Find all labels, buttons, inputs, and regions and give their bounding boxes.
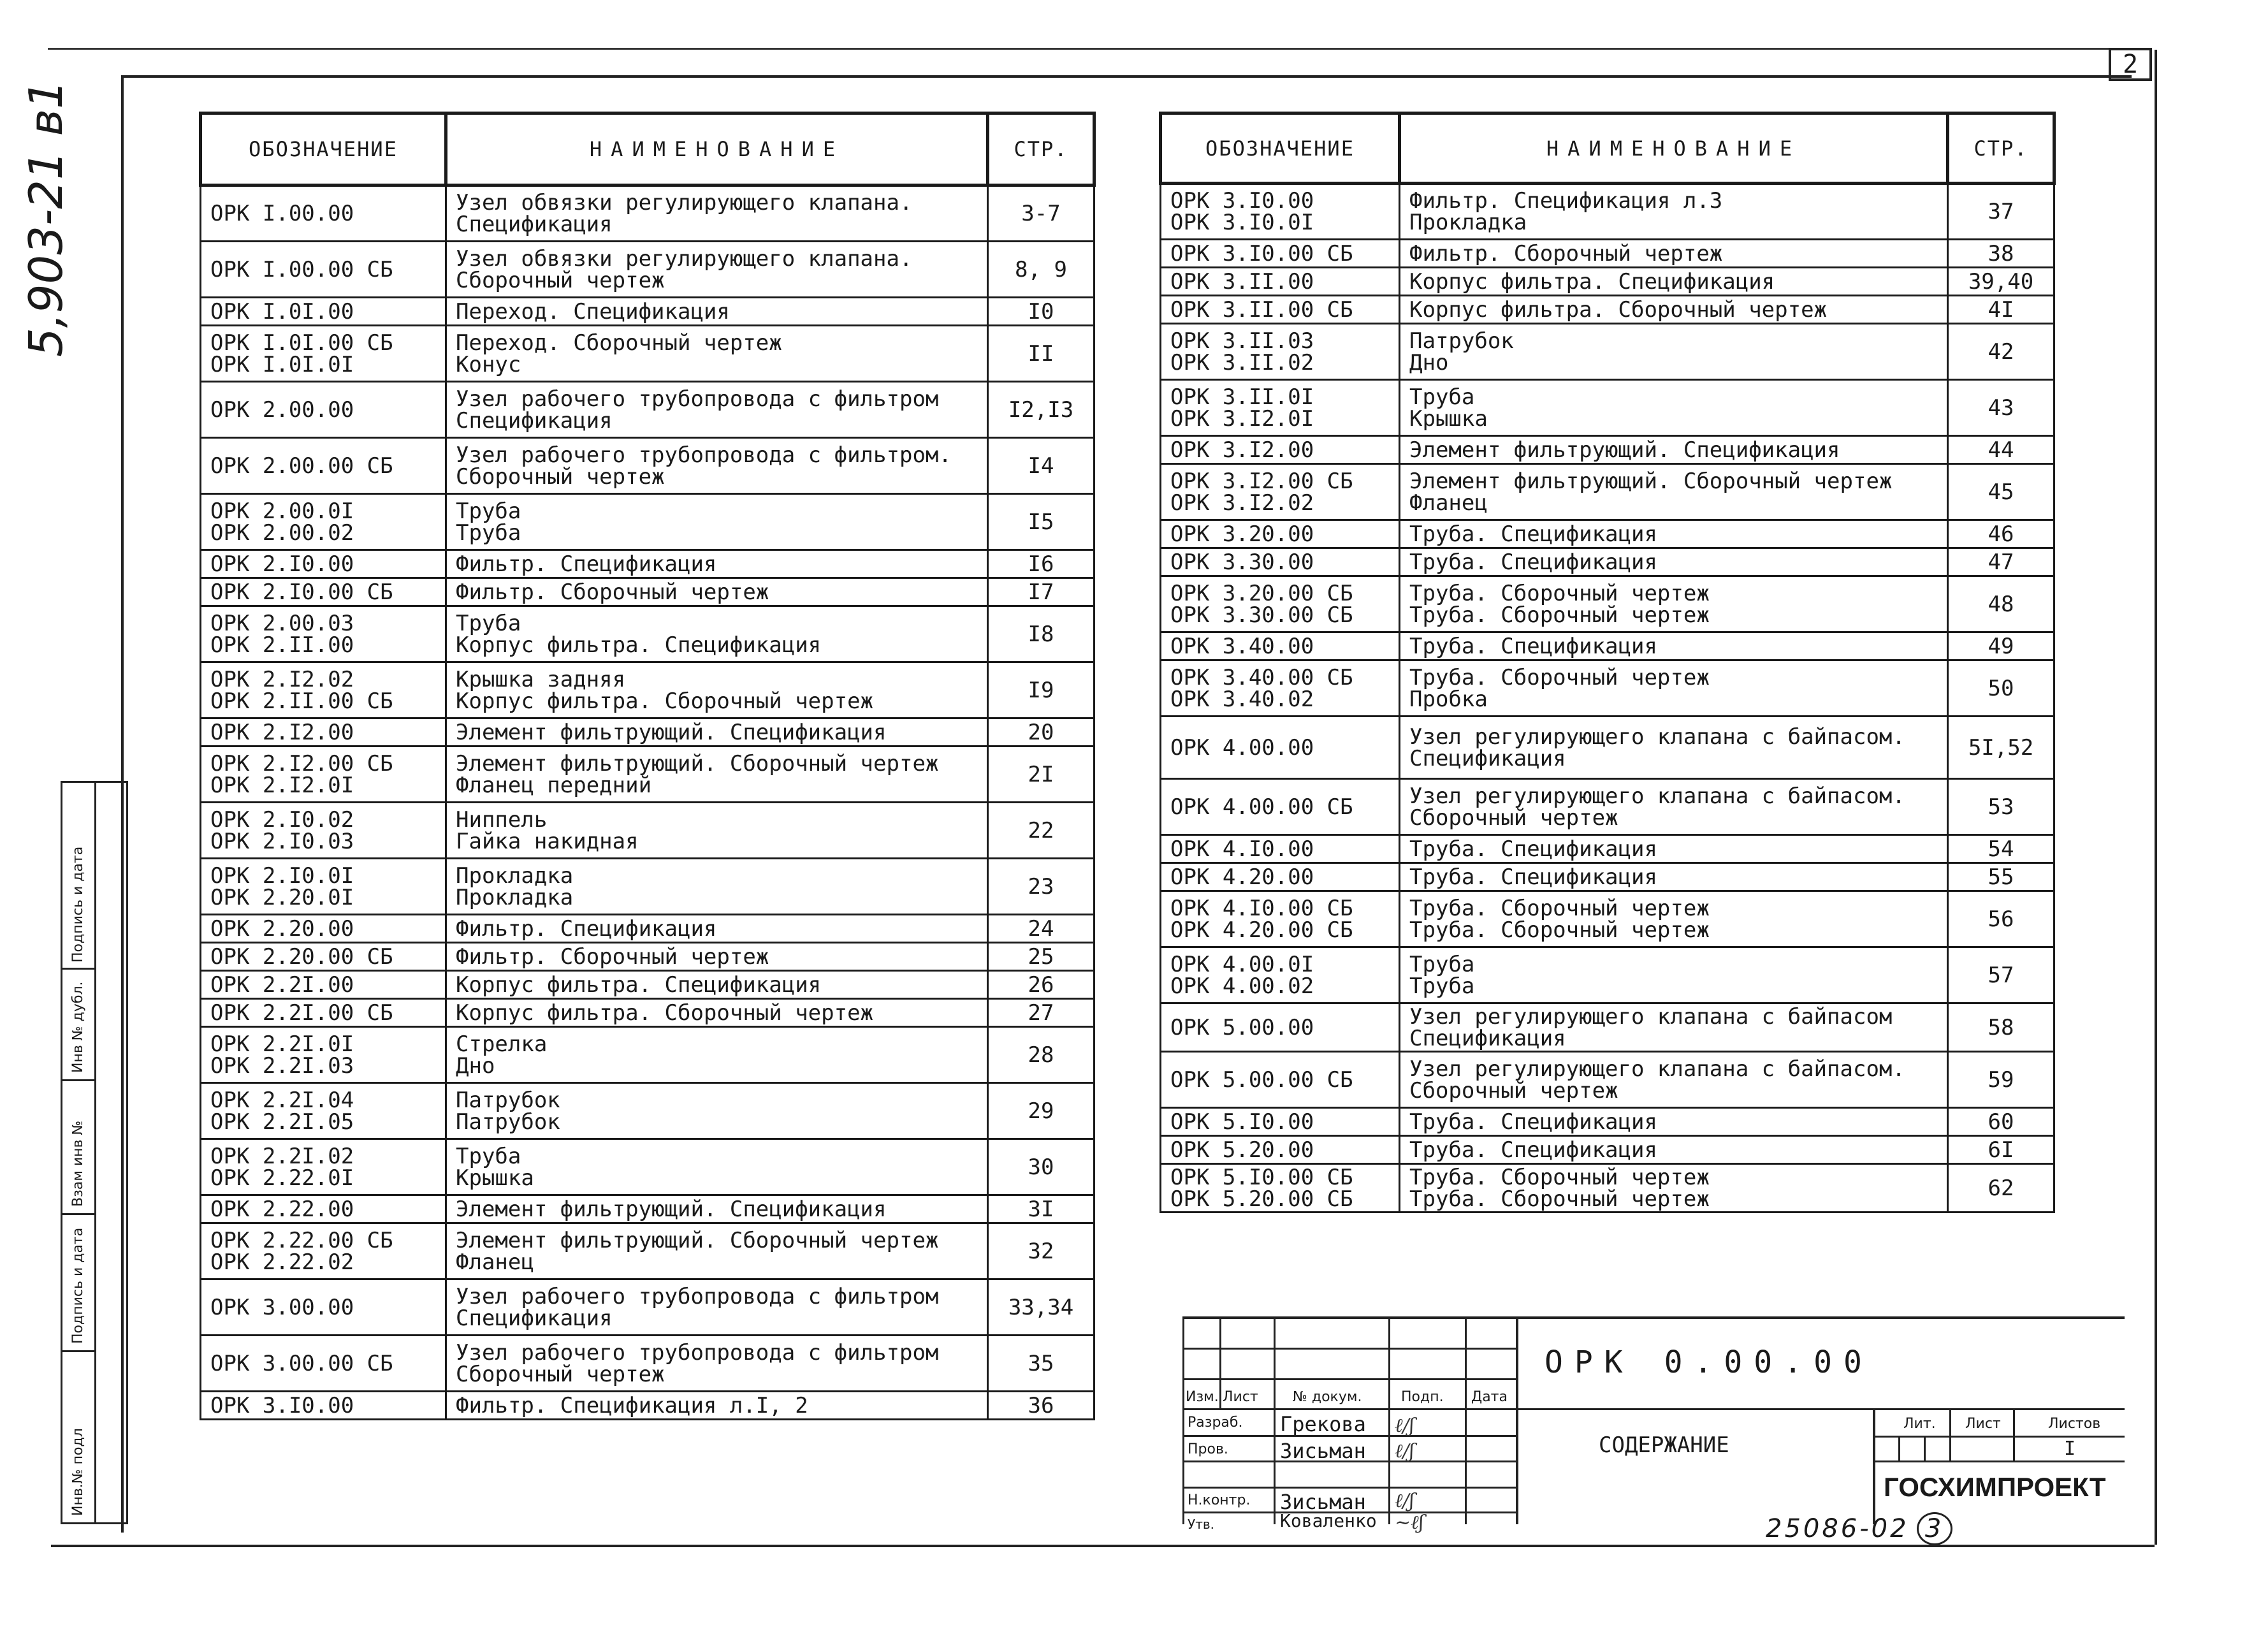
table-row xyxy=(1161,632,2054,660)
table-row xyxy=(1161,1164,2054,1213)
name-cell: Труба Труба xyxy=(1400,947,1948,1003)
designation-cell: ОРК 2.22.00 СБ ОРК 2.22.02 xyxy=(201,1223,446,1279)
table-row xyxy=(201,438,1094,494)
table-row xyxy=(201,999,1094,1027)
table-row xyxy=(201,1139,1094,1195)
page-cell: I8 xyxy=(988,606,1094,662)
table-row xyxy=(1161,548,2054,576)
role-label: Утв. xyxy=(1188,1517,1214,1532)
table-row xyxy=(201,1195,1094,1223)
page-cell: 43 xyxy=(1948,380,2054,436)
page-cell: 42 xyxy=(1948,324,2054,380)
col-date: Дата xyxy=(1471,1389,1508,1405)
right-rule xyxy=(2155,50,2157,1545)
page-cell: I4 xyxy=(988,438,1094,494)
sheet-number: 2 xyxy=(2109,48,2152,81)
name-cell: Узел рабочего трубопровода с фильтром Сборочный чертеж xyxy=(446,1336,988,1392)
name-cell: Труба. Сборочный чертеж Труба. Сборочный чертеж xyxy=(1400,891,1948,947)
name-cell: Элемент фильтрующий. Сборочный чертеж Фланец xyxy=(1400,464,1948,520)
designation-cell: ОРК 5.20.00 xyxy=(1161,1136,1400,1164)
table-row xyxy=(201,1279,1094,1336)
designation-cell: ОРК 4.20.00 xyxy=(1161,863,1400,891)
name-cell: Труба. Спецификация xyxy=(1400,835,1948,863)
designation-header: ОБОЗНАЧЕНИЕ xyxy=(1161,113,1400,184)
designation-cell: ОРК 2.2I.04 ОРК 2.2I.05 xyxy=(201,1083,446,1139)
table-row xyxy=(1161,947,2054,1003)
designation-cell: ОРК 5.I0.00 xyxy=(1161,1108,1400,1136)
table-row xyxy=(201,747,1094,803)
designation-cell: ОРК 3.00.00 xyxy=(201,1279,446,1336)
name-cell: Фильтр. Спецификация л.I, 2 xyxy=(446,1392,988,1420)
page-cell: 27 xyxy=(988,999,1094,1027)
name-cell: Узел регулирующего клапана с байпасом. Спецификация xyxy=(1400,717,1948,779)
name-cell: Узел обвязки регулирующего клапана. Сборочный чертеж xyxy=(446,242,988,298)
page-cell: 55 xyxy=(1948,863,2054,891)
name-cell: Корпус фильтра. Сборочный чертеж xyxy=(446,999,988,1027)
col-list: Лист xyxy=(1223,1389,1258,1405)
name-cell: Труба. Спецификация xyxy=(1400,520,1948,548)
designation-cell: ОРК 2.2I.00 xyxy=(201,971,446,999)
table-row xyxy=(1161,324,2054,380)
name-cell: Узел рабочего трубопровода с фильтром Спецификация xyxy=(446,382,988,438)
name-header: НАИМЕНОВАНИЕ xyxy=(1400,113,1948,184)
table-row xyxy=(201,578,1094,606)
designation-cell: ОРК 4.I0.00 xyxy=(1161,835,1400,863)
page-cell: I6 xyxy=(988,550,1094,578)
stage-sheets-label: Листов xyxy=(2048,1416,2101,1432)
page-cell: 50 xyxy=(1948,660,2054,717)
page-cell: 62 xyxy=(1948,1164,2054,1213)
designation-cell: ОРК 2.2I.00 СБ xyxy=(201,999,446,1027)
designation-cell: ОРК 3.30.00 xyxy=(1161,548,1400,576)
person-name: Коваленко xyxy=(1280,1510,1377,1531)
page-cell: 37 xyxy=(1948,184,2054,240)
designation-cell: ОРК 3.II.03 ОРК 3.II.02 xyxy=(1161,324,1400,380)
name-cell: Узел регулирующего клапана с байпасом. Сборочный чертеж xyxy=(1400,1052,1948,1108)
page-cell: 53 xyxy=(1948,779,2054,835)
name-cell: Труба Труба xyxy=(446,494,988,550)
document-title: СОДЕРЖАНИЕ xyxy=(1599,1432,1729,1458)
designation-cell: ОРК 2.2I.0I ОРК 2.2I.03 xyxy=(201,1027,446,1083)
designation-cell: ОРК 4.00.0I ОРК 4.00.02 xyxy=(1161,947,1400,1003)
designation-cell: ОРК 4.I0.00 СБ ОРК 4.20.00 СБ xyxy=(1161,891,1400,947)
page-cell: 45 xyxy=(1948,464,2054,520)
name-cell: Узел рабочего трубопровода с фильтром Спецификация xyxy=(446,1279,988,1336)
page-cell: 33,34 xyxy=(988,1279,1094,1336)
page-cell: 4I xyxy=(1948,296,2054,324)
page-cell: 32 xyxy=(988,1223,1094,1279)
table-row xyxy=(201,859,1094,915)
table-row xyxy=(1161,296,2054,324)
page-header: СТР. xyxy=(1948,113,2054,184)
name-cell: Элемент фильтрующий. Спецификация xyxy=(446,718,988,747)
archive-sheet: 3 xyxy=(1917,1512,1952,1545)
col-doc-no: № докум. xyxy=(1293,1389,1362,1405)
name-cell: Труба Крышка xyxy=(446,1139,988,1195)
designation-cell: ОРК 3.II.00 xyxy=(1161,268,1400,296)
designation-cell: ОРК 3.I0.00 xyxy=(201,1392,446,1420)
page-cell: 26 xyxy=(988,971,1094,999)
table-row xyxy=(201,1223,1094,1279)
table-row xyxy=(201,298,1094,326)
table-row xyxy=(1161,184,2054,240)
name-cell: Переход. Спецификация xyxy=(446,298,988,326)
designation-cell: ОРК I.00.00 СБ xyxy=(201,242,446,298)
name-cell: Труба. Спецификация xyxy=(1400,1108,1948,1136)
table-row xyxy=(1161,436,2054,464)
designation-cell: ОРК 2.22.00 xyxy=(201,1195,446,1223)
page-cell: 25 xyxy=(988,943,1094,971)
table-row xyxy=(201,971,1094,999)
table-row xyxy=(1161,660,2054,717)
page-cell: 3-7 xyxy=(988,186,1094,242)
table-row xyxy=(201,943,1094,971)
page-cell: 54 xyxy=(1948,835,2054,863)
designation-cell: ОРК 3.40.00 xyxy=(1161,632,1400,660)
page-cell: 39,40 xyxy=(1948,268,2054,296)
table-row xyxy=(201,606,1094,662)
name-cell: Фильтр. Сборочный чертеж xyxy=(446,578,988,606)
name-cell: Труба. Сборочный чертеж Труба. Сборочный чертеж xyxy=(1400,1164,1948,1213)
page-cell: II xyxy=(988,326,1094,382)
name-cell: Фильтр. Сборочный чертеж xyxy=(446,943,988,971)
table-row xyxy=(1161,1052,2054,1108)
designation-cell: ОРК 3.00.00 СБ xyxy=(201,1336,446,1392)
table-row xyxy=(201,494,1094,550)
table-row xyxy=(201,326,1094,382)
vertical-doc-code: 5,903-21 в1 xyxy=(19,80,73,357)
table-row xyxy=(201,803,1094,859)
page-cell: 28 xyxy=(988,1027,1094,1083)
page-cell: 5I,52 xyxy=(1948,717,2054,779)
designation-cell: ОРК 3.II.00 СБ xyxy=(1161,296,1400,324)
role-label: Пров. xyxy=(1188,1441,1228,1457)
contents-table-right xyxy=(1159,112,2056,1213)
page-cell: 24 xyxy=(988,915,1094,943)
top-rule xyxy=(48,48,2151,50)
name-cell: Узел обвязки регулирующего клапана. Спецификация xyxy=(446,186,988,242)
designation-cell: ОРК 5.00.00 СБ xyxy=(1161,1052,1400,1108)
page-cell: 58 xyxy=(1948,1003,2054,1052)
page-cell: 20 xyxy=(988,718,1094,747)
side-stamp-cell-line xyxy=(62,1350,94,1352)
table-row xyxy=(201,550,1094,578)
name-cell: Элемент фильтрующий. Спецификация xyxy=(1400,436,1948,464)
name-cell: Корпус фильтра. Спецификация xyxy=(1400,268,1948,296)
table-row xyxy=(1161,835,2054,863)
side-stamp-label: Подпись и дата xyxy=(70,1227,86,1344)
designation-cell: ОРК 5.00.00 xyxy=(1161,1003,1400,1052)
designation-cell: ОРК 3.I2.00 СБ ОРК 3.I2.02 xyxy=(1161,464,1400,520)
page-cell: 56 xyxy=(1948,891,2054,947)
designation-cell: ОРК 2.2I.02 ОРК 2.22.0I xyxy=(201,1139,446,1195)
designation-cell: ОРК 2.20.00 xyxy=(201,915,446,943)
name-cell: Стрелка Дно xyxy=(446,1027,988,1083)
page-cell: 35 xyxy=(988,1336,1094,1392)
designation-cell: ОРК 3.I2.00 xyxy=(1161,436,1400,464)
table-row xyxy=(1161,717,2054,779)
designation-cell: ОРК 3.I0.00 СБ xyxy=(1161,240,1400,268)
table-header-row xyxy=(1161,113,2054,184)
doc-code: ОРК 0.00.00 xyxy=(1545,1344,1873,1380)
side-stamp-label: Подпись и дата xyxy=(70,846,86,963)
designation-cell: ОРК 2.20.00 СБ xyxy=(201,943,446,971)
table-row xyxy=(201,1027,1094,1083)
table-row xyxy=(1161,863,2054,891)
signature: ℓ/ʃ xyxy=(1395,1415,1414,1437)
name-cell: Труба. Сборочный чертеж Труба. Сборочный чертеж xyxy=(1400,576,1948,632)
designation-cell: ОРК 3.40.00 СБ ОРК 3.40.02 xyxy=(1161,660,1400,717)
page-cell: 30 xyxy=(988,1139,1094,1195)
table-row xyxy=(1161,891,2054,947)
name-cell: Узел регулирующего клапана с байпасом. Сборочный чертеж xyxy=(1400,779,1948,835)
col-sign: Подп. xyxy=(1401,1389,1444,1405)
side-stamp xyxy=(61,781,128,1524)
name-cell: Фильтр. Спецификация xyxy=(446,915,988,943)
name-cell: Крышка задняя Корпус фильтра. Сборочный чертеж xyxy=(446,662,988,718)
archive-number-text: 25086-02 xyxy=(1766,1514,1909,1543)
name-cell: Труба. Сборочный чертеж Пробка xyxy=(1400,660,1948,717)
stage-sheet-label: Лист xyxy=(1965,1416,2001,1432)
name-cell: Труба Корпус фильтра. Спецификация xyxy=(446,606,988,662)
page-cell: 49 xyxy=(1948,632,2054,660)
table-row xyxy=(1161,1136,2054,1164)
page-cell: 23 xyxy=(988,859,1094,915)
table-row xyxy=(201,718,1094,747)
side-stamp-label: Инв.№ подл xyxy=(70,1428,86,1516)
name-cell: Корпус фильтра. Спецификация xyxy=(446,971,988,999)
page-cell: 46 xyxy=(1948,520,2054,548)
designation-cell: ОРК 2.I0.02 ОРК 2.I0.03 xyxy=(201,803,446,859)
page-cell: I2,I3 xyxy=(988,382,1094,438)
side-stamp-cell-line xyxy=(62,968,94,970)
table-row xyxy=(1161,380,2054,436)
designation-cell: ОРК 2.00.03 ОРК 2.II.00 xyxy=(201,606,446,662)
designation-cell: ОРК 2.I0.0I ОРК 2.20.0I xyxy=(201,859,446,915)
table-row xyxy=(201,915,1094,943)
name-cell: Элемент фильтрующий. Спецификация xyxy=(446,1195,988,1223)
signature: ~ℓʃ xyxy=(1395,1512,1424,1534)
page-cell: 29 xyxy=(988,1083,1094,1139)
table-header-row xyxy=(201,113,1094,186)
page-cell: 38 xyxy=(1948,240,2054,268)
table-row xyxy=(1161,240,2054,268)
side-stamp-label: Взам инв № xyxy=(70,1120,86,1207)
page-cell: 36 xyxy=(988,1392,1094,1420)
table-row xyxy=(201,186,1094,242)
page-cell: 57 xyxy=(1948,947,2054,1003)
name-cell: Ниппель Гайка накидная xyxy=(446,803,988,859)
page-cell: I5 xyxy=(988,494,1094,550)
name-cell: Элемент фильтрующий. Сборочный чертеж Фланец передний xyxy=(446,747,988,803)
page-cell: 8, 9 xyxy=(988,242,1094,298)
designation-cell: ОРК 3.20.00 СБ ОРК 3.30.00 СБ xyxy=(1161,576,1400,632)
table-row xyxy=(201,382,1094,438)
col-izm: Изм. xyxy=(1186,1389,1219,1405)
page-cell: 44 xyxy=(1948,436,2054,464)
designation-cell: ОРК 3.II.0I ОРК 3.I2.0I xyxy=(1161,380,1400,436)
page-cell: 47 xyxy=(1948,548,2054,576)
stage-lit-label: Лит. xyxy=(1903,1416,1936,1432)
name-cell: Фильтр. Спецификация xyxy=(446,550,988,578)
table-row xyxy=(201,662,1094,718)
page-cell: 6I xyxy=(1948,1136,2054,1164)
table-row xyxy=(201,1083,1094,1139)
designation-cell: ОРК 3.20.00 xyxy=(1161,520,1400,548)
table-row xyxy=(1161,576,2054,632)
page-cell: 22 xyxy=(988,803,1094,859)
contents-table-left xyxy=(199,112,1096,1420)
person-name: Зисьман xyxy=(1280,1439,1366,1463)
name-cell: Труба. Спецификация xyxy=(1400,863,1948,891)
side-stamp-cell-line xyxy=(62,1213,94,1215)
signature: ℓ/ʃ xyxy=(1395,1440,1414,1462)
designation-cell: ОРК 2.I2.00 xyxy=(201,718,446,747)
designation-cell: ОРК 2.00.00 СБ xyxy=(201,438,446,494)
name-cell: Труба. Спецификация xyxy=(1400,1136,1948,1164)
table-row xyxy=(1161,268,2054,296)
side-stamp-cell-line xyxy=(62,1079,94,1081)
name-cell: Фильтр. Спецификация л.3 Прокладка xyxy=(1400,184,1948,240)
table-row xyxy=(201,1392,1094,1420)
designation-cell: ОРК I.0I.00 СБ ОРК I.0I.0I xyxy=(201,326,446,382)
page-header: СТР. xyxy=(988,113,1094,186)
archive-number xyxy=(1766,1512,1952,1545)
designation-cell: ОРК 2.I0.00 СБ xyxy=(201,578,446,606)
name-cell: Переход. Сборочный чертеж Конус xyxy=(446,326,988,382)
page-cell: I9 xyxy=(988,662,1094,718)
designation-cell: ОРК 4.00.00 СБ xyxy=(1161,779,1400,835)
name-cell: Труба Крышка xyxy=(1400,380,1948,436)
name-cell: Прокладка Прокладка xyxy=(446,859,988,915)
designation-cell: ОРК 5.I0.00 СБ ОРК 5.20.00 СБ xyxy=(1161,1164,1400,1213)
page-cell: 60 xyxy=(1948,1108,2054,1136)
designation-cell: ОРК 2.00.0I ОРК 2.00.02 xyxy=(201,494,446,550)
designation-cell: ОРК 2.00.00 xyxy=(201,382,446,438)
role-label: Разраб. xyxy=(1188,1415,1243,1431)
designation-cell: ОРК 2.I0.00 xyxy=(201,550,446,578)
page-cell: 59 xyxy=(1948,1052,2054,1108)
side-stamp-label: Инв № дубл. xyxy=(70,981,86,1073)
page-cell: 48 xyxy=(1948,576,2054,632)
name-cell: Узел регулирующего клапана с байпасом Спецификация xyxy=(1400,1003,1948,1052)
page-cell: 2I xyxy=(988,747,1094,803)
designation-cell: ОРК 2.I2.02 ОРК 2.II.00 СБ xyxy=(201,662,446,718)
sheets-total: I xyxy=(2064,1438,2076,1460)
name-header: НАИМЕНОВАНИЕ xyxy=(446,113,988,186)
page-cell: I0 xyxy=(988,298,1094,326)
name-cell: Элемент фильтрующий. Сборочный чертеж Фланец xyxy=(446,1223,988,1279)
name-cell: Патрубок Дно xyxy=(1400,324,1948,380)
designation-cell: ОРК 2.I2.00 СБ ОРК 2.I2.0I xyxy=(201,747,446,803)
table-row xyxy=(1161,1003,2054,1052)
table-row xyxy=(1161,520,2054,548)
name-cell: Труба. Спецификация xyxy=(1400,632,1948,660)
role-label: Н.контр. xyxy=(1188,1492,1251,1508)
name-cell: Труба. Спецификация xyxy=(1400,548,1948,576)
name-cell: Узел рабочего трубопровода с фильтром. Сборочный чертеж xyxy=(446,438,988,494)
table-row xyxy=(1161,779,2054,835)
designation-cell: ОРК I.00.00 xyxy=(201,186,446,242)
organization-name: ГОСХИМПРОЕКТ xyxy=(1884,1472,2106,1502)
name-cell: Фильтр. Сборочный чертеж xyxy=(1400,240,1948,268)
designation-header: ОБОЗНАЧЕНИЕ xyxy=(201,113,446,186)
table-row xyxy=(1161,1108,2054,1136)
name-cell: Патрубок Патрубок xyxy=(446,1083,988,1139)
page-cell: 3I xyxy=(988,1195,1094,1223)
person-name: Зисьман xyxy=(1280,1490,1366,1514)
table-row xyxy=(201,242,1094,298)
designation-cell: ОРК 3.I0.00 ОРК 3.I0.0I xyxy=(1161,184,1400,240)
designation-cell: ОРК 4.00.00 xyxy=(1161,717,1400,779)
name-cell: Корпус фильтра. Сборочный чертеж xyxy=(1400,296,1948,324)
page-cell: I7 xyxy=(988,578,1094,606)
signature: ℓ/ʃ xyxy=(1395,1490,1414,1512)
person-name: Грекова xyxy=(1280,1412,1366,1436)
table-row xyxy=(201,1336,1094,1392)
table-row xyxy=(1161,464,2054,520)
designation-cell: ОРК I.0I.00 xyxy=(201,298,446,326)
